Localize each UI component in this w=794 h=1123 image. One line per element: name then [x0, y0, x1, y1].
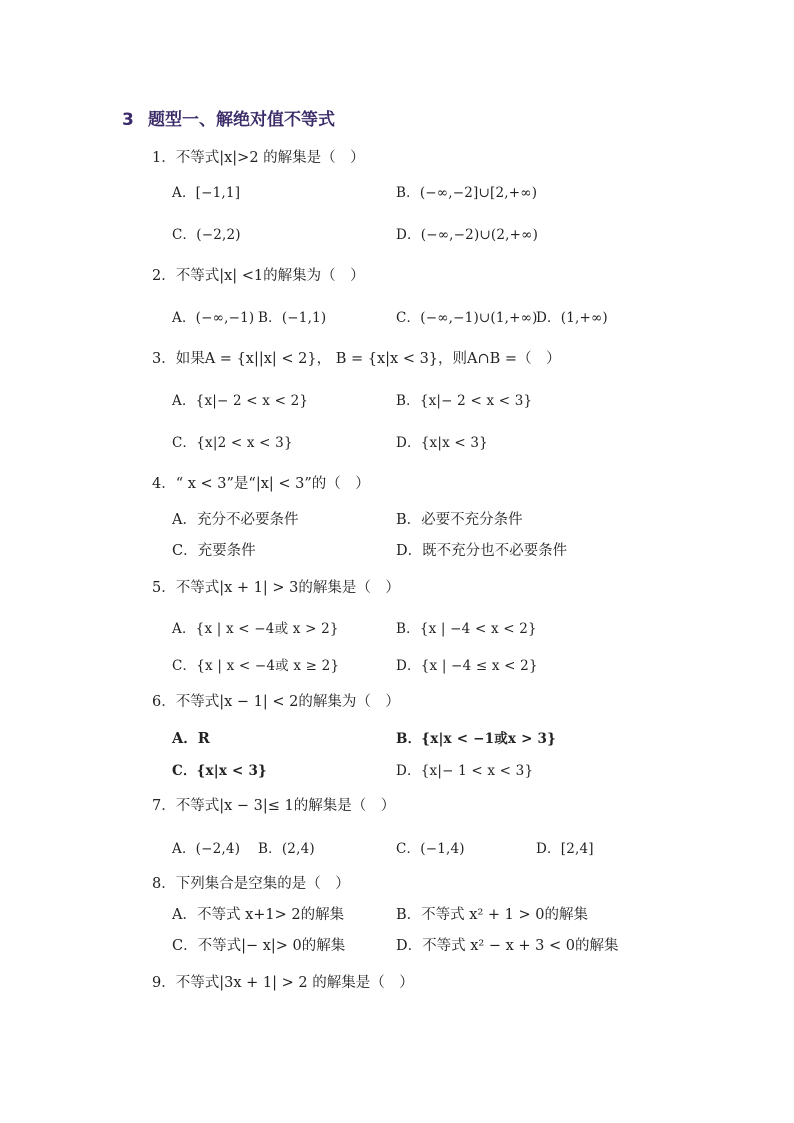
question-8-option-a: A．不等式 x+1> 2的解集 — [172, 907, 345, 923]
question-5-option-d: D．{x | −4 ≤ x < 2} — [396, 658, 538, 674]
question-4-stem: 4．“ x < 3”是“|x| < 3”的（ ） — [152, 476, 370, 492]
question-7-option-d: D．[2,4] — [536, 841, 594, 857]
question-6-option-d: D．{x|− 1 < x < 3} — [396, 763, 534, 779]
question-4-option-d: D．既不充分也不必要条件 — [396, 543, 568, 559]
question-3-option-d: D．{x|x < 3} — [396, 435, 488, 451]
question-6-option-a: A．R — [172, 730, 210, 747]
question-6-stem: 6．不等式|x − 1| < 2的解集为（ ） — [152, 694, 400, 710]
question-8-stem: 8．下列集合是空集的是（ ） — [152, 876, 350, 892]
question-3-option-a: A．{x|− 2 < x < 2} — [172, 393, 309, 409]
section-heading — [122, 105, 335, 130]
question-8-option-b: B．不等式 x² + 1 > 0的解集 — [396, 907, 588, 923]
question-7-option-a: A．(−2,4) — [172, 841, 241, 857]
question-2-stem: 2．不等式|x| <1的解集为（ ） — [152, 268, 365, 284]
question-2-option-b: B．(−1,1) — [258, 310, 327, 326]
question-1-option-d: D．(−∞,−2)∪(2,+∞) — [396, 227, 539, 243]
question-8-option-d: D．不等式 x² − x + 3 < 0的解集 — [396, 938, 619, 954]
question-1-option-b: B．(−∞,−2]∪[2,+∞) — [396, 185, 538, 201]
question-8-option-c: C．不等式|− x|> 0的解集 — [172, 938, 346, 954]
question-2-option-d: D．(1,+∞) — [536, 310, 608, 326]
question-6-option-c: C．{x|x < 3} — [172, 763, 267, 779]
question-2-option-a: A．(−∞,−1) — [172, 310, 255, 326]
question-5-option-a: A．{x | x < −4或 x > 2} — [172, 621, 339, 637]
section-title: 题型一、解绝对值不等式 — [148, 110, 335, 130]
section-number: 3 — [122, 110, 134, 130]
question-6-option-b: B．{x|x < −1或x > 3} — [396, 731, 556, 747]
question-7-stem: 7．不等式|x − 3|≤ 1的解集是（ ） — [152, 798, 396, 814]
question-4-option-c: C．充要条件 — [172, 543, 256, 559]
question-4-option-a: A．充分不必要条件 — [172, 512, 299, 528]
question-7-option-c: C．(−1,4) — [396, 841, 465, 857]
question-7-option-b: B．(2,4) — [258, 841, 315, 857]
question-4-option-b: B．必要不充分条件 — [396, 512, 523, 528]
question-5-option-b: B．{x | −4 < x < 2} — [396, 621, 537, 637]
question-2-option-c: C．(−∞,−1)∪(1,+∞) — [396, 310, 538, 326]
question-1-stem: 1．不等式|x|>2 的解集是（ ） — [152, 150, 365, 166]
question-3-stem: 3．如果A = {x||x| < 2}， B = {x|x < 3}，则A∩B =（ ） — [152, 351, 561, 367]
question-3-option-c: C．{x|2 < x < 3} — [172, 435, 293, 451]
question-1-option-a: A．[−1,1] — [172, 185, 241, 201]
question-9-stem: 9．不等式|3x + 1| > 2 的解集是（ ） — [152, 975, 414, 991]
question-1-option-c: C．(−2,2) — [172, 227, 241, 243]
question-5-stem: 5．不等式|x + 1| > 3的解集是（ ） — [152, 580, 400, 596]
question-3-option-b: B．{x|− 2 < x < 3} — [396, 393, 533, 409]
question-5-option-c: C．{x | x < −4或 x ≥ 2} — [172, 658, 340, 674]
